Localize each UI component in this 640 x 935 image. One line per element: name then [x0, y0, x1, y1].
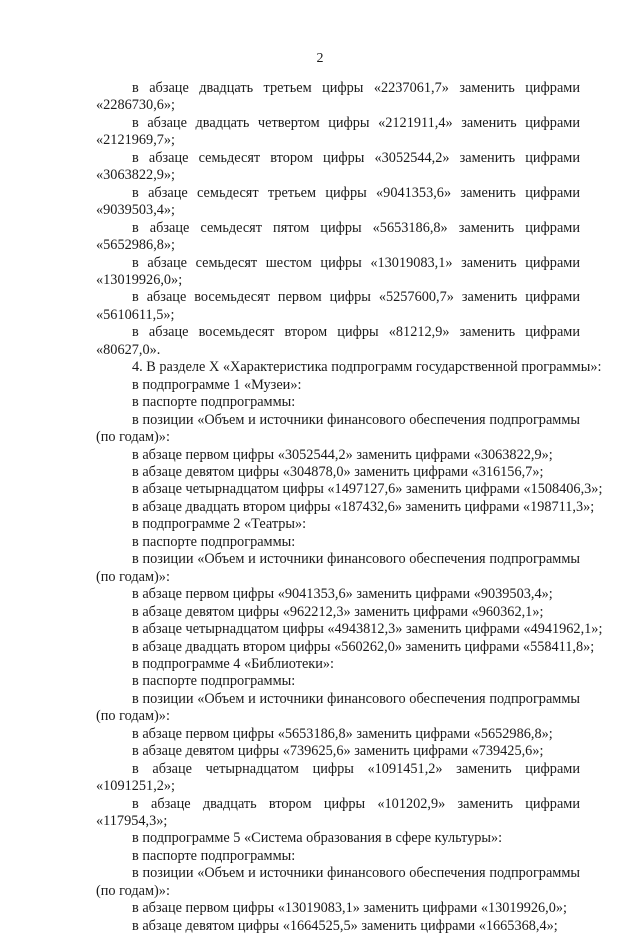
- amendment-paragraph: [96, 150, 580, 185]
- amendment-paragraph: [96, 185, 580, 220]
- paragraph-line: «9039503,4»;: [96, 202, 176, 219]
- paragraph-line: в абзаце семьдесят третьем цифры «9041353,6» заменить цифрами: [132, 184, 580, 201]
- amendment-paragraph: [96, 900, 580, 917]
- paragraph-line: «5610611,5»;: [96, 306, 175, 323]
- amendment-paragraph: [96, 447, 580, 464]
- amendment-paragraph: [96, 115, 580, 150]
- amendment-paragraph: [96, 412, 580, 447]
- paragraph-line: в абзаце первом цифры «3052544,2» заменить цифрами «3063822,9»;: [132, 446, 553, 463]
- paragraph-line: 4. В разделе X «Характеристика подпрограмм государственной программы»:: [132, 359, 602, 376]
- paragraph-line: (по годам)»:: [96, 568, 170, 585]
- amendment-paragraph: [96, 586, 580, 603]
- paragraph-line: в абзаце двадцать втором цифры «101202,9» заменить цифрами: [132, 795, 580, 812]
- amendment-paragraph: [96, 377, 580, 394]
- paragraph-line: «3063822,9»;: [96, 167, 176, 184]
- paragraph-line: «13019926,0»;: [96, 271, 183, 288]
- amendment-paragraph: [96, 656, 580, 673]
- paragraph-line: в абзаце двадцать третьем цифры «2237061,7» заменить цифрами: [132, 80, 580, 96]
- amendment-paragraph: [96, 80, 580, 115]
- amendment-paragraph: [96, 796, 580, 831]
- paragraph-line: в абзаце девятом цифры «962212,3» заменить цифрами «960362,1»;: [132, 603, 544, 620]
- paragraph-line: в абзаце восемьдесят втором цифры «81212,9» заменить цифрами: [132, 324, 580, 341]
- paragraph-line: в паспорте подпрограммы:: [132, 673, 296, 690]
- paragraph-line: в абзаце первом цифры «13019083,1» заменить цифрами «13019926,0»;: [132, 900, 568, 917]
- paragraph-line: в подпрограмме 1 «Музеи»:: [132, 376, 302, 393]
- paragraph-line: «80627,0».: [96, 341, 161, 358]
- paragraph-line: в позиции «Объем и источники финансового обеспечения подпрограммы: [132, 865, 580, 882]
- paragraph-line: в абзаце первом цифры «5653186,8» заменить цифрами «5652986,8»;: [132, 725, 553, 742]
- paragraph-line: в абзаце двадцать четвертом цифры «2121911,4» заменить цифрами: [132, 114, 580, 131]
- amendment-paragraph: [96, 220, 580, 255]
- amendment-paragraph: [96, 516, 580, 533]
- amendment-paragraph: [96, 673, 580, 690]
- paragraph-line: в подпрограмме 4 «Библиотеки»:: [132, 655, 335, 672]
- paragraph-line: в подпрограмме 2 «Театры»:: [132, 516, 307, 533]
- paragraph-line: «5652986,8»;: [96, 237, 176, 254]
- amendment-paragraph: [96, 638, 595, 656]
- amendment-paragraph: [96, 255, 580, 290]
- paragraph-line: (по годам)»:: [96, 882, 170, 899]
- paragraph-line: в подпрограмме 5 «Система образования в сфере культуры»:: [132, 830, 503, 847]
- amendment-paragraph: [96, 726, 580, 743]
- page-number: 2: [316, 51, 324, 66]
- amendment-paragraph: [96, 464, 580, 481]
- paragraph-line: в позиции «Объем и источники финансового обеспечения подпрограммы: [132, 551, 580, 568]
- paragraph-line: в позиции «Объем и источники финансового обеспечения подпрограммы: [132, 411, 580, 428]
- amendment-paragraph: [96, 324, 580, 359]
- amendment-paragraph: [96, 761, 580, 796]
- amendment-paragraph: [96, 848, 580, 865]
- paragraph-line: в абзаце двадцать втором цифры «560262,0» заменить цифрами «558411,8»;: [132, 638, 595, 655]
- paragraph-line: (по годам)»:: [96, 429, 170, 446]
- paragraph-line: в паспорте подпрограммы:: [132, 847, 296, 864]
- amendment-paragraph: [96, 498, 595, 516]
- paragraph-line: в абзаце первом цифры «9041353,6» заменить цифрами «9039503,4»;: [132, 586, 553, 603]
- paragraph-line: в абзаце двадцать втором цифры «187432,6» заменить цифрами «198711,3»;: [132, 498, 595, 515]
- paragraph-line: в паспорте подпрограммы:: [132, 394, 296, 411]
- paragraph-line: в абзаце семьдесят втором цифры «3052544,2» заменить цифрами: [132, 149, 580, 166]
- paragraph-line: «2121969,7»;: [96, 132, 176, 149]
- document-body: [96, 80, 603, 935]
- amendment-paragraph: [96, 865, 580, 900]
- amendment-paragraph: [96, 534, 580, 551]
- amendment-paragraph: [96, 691, 580, 726]
- amendment-paragraph: [96, 551, 580, 586]
- paragraph-line: «1091251,2»;: [96, 778, 176, 795]
- paragraph-line: (по годам)»:: [96, 708, 170, 725]
- paragraph-line: в абзаце девятом цифры «739625,6» заменить цифрами «739425,6»;: [132, 743, 544, 760]
- amendment-paragraph: [96, 918, 580, 935]
- paragraph-line: в абзаце семьдесят шестом цифры «13019083,1» заменить цифрами: [132, 254, 580, 271]
- paragraph-line: в абзаце четырнадцатом цифры «4943812,3» заменить цифрами «4941962,1»;: [132, 621, 603, 638]
- paragraph-line: в абзаце восемьдесят первом цифры «5257600,7» заменить цифрами: [132, 289, 580, 306]
- paragraph-line: в абзаце четырнадцатом цифры «1091451,2» заменить цифрами: [132, 760, 580, 777]
- paragraph-line: в абзаце семьдесят пятом цифры «5653186,8» заменить цифрами: [132, 219, 580, 236]
- paragraph-line: «2286730,6»;: [96, 97, 176, 114]
- amendment-paragraph: [96, 743, 580, 760]
- paragraph-line: в паспорте подпрограммы:: [132, 533, 296, 550]
- amendment-paragraph: [96, 830, 580, 847]
- amendment-paragraph: [96, 604, 580, 621]
- amendment-paragraph: [96, 621, 603, 638]
- amendment-paragraph: [96, 481, 603, 498]
- amendment-paragraph: [96, 359, 602, 376]
- paragraph-line: в абзаце девятом цифры «304878,0» заменить цифрами «316156,7»;: [132, 463, 544, 480]
- paragraph-line: в абзаце четырнадцатом цифры «1497127,6» заменить цифрами «1508406,3»;: [132, 481, 603, 498]
- paragraph-line: «117954,3»;: [96, 813, 168, 830]
- amendment-paragraph: [96, 394, 580, 411]
- amendment-paragraph: [96, 289, 580, 324]
- paragraph-line: в абзаце девятом цифры «1664525,5» заменить цифрами «1665368,4»;: [132, 917, 558, 934]
- paragraph-line: в позиции «Объем и источники финансового обеспечения подпрограммы: [132, 690, 580, 707]
